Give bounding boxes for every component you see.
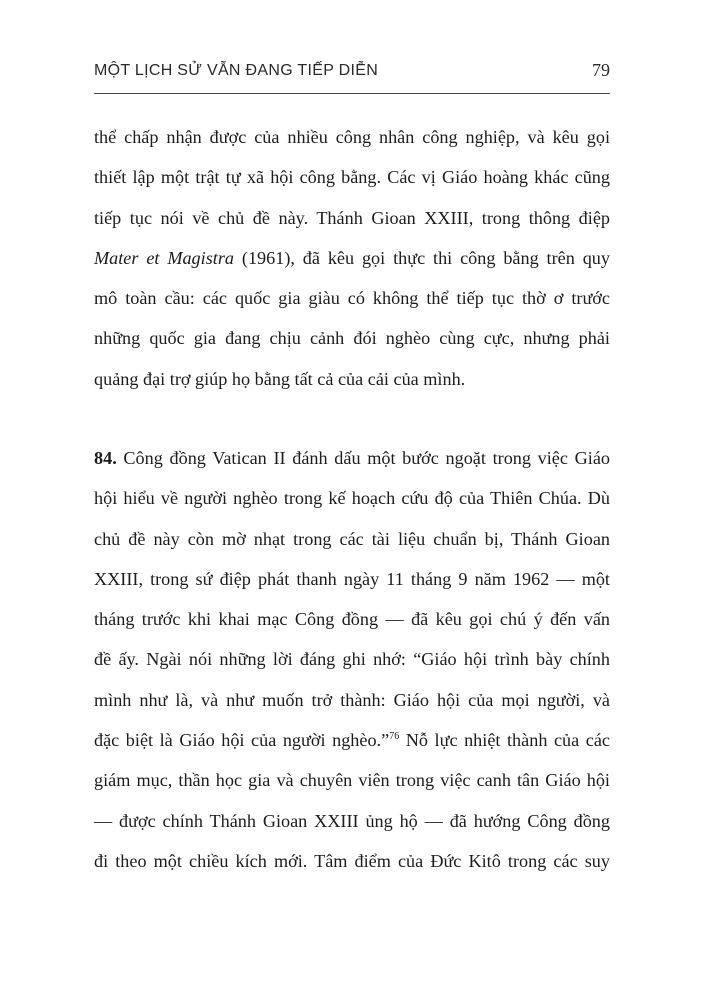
text-segment: đặc biệt là Giáo hội của người nghèo.” xyxy=(94,730,390,751)
text-line: giám mục, thần học gia và chuyên viên trong việc canh tân Giáo hội xyxy=(94,770,610,791)
paragraph-84 xyxy=(94,438,610,881)
text-line xyxy=(94,438,610,478)
text-line: thiết lập một trật tự xã hội công bằng. Các vị Giáo hoàng khác cũng xyxy=(94,167,610,188)
header-rule xyxy=(94,93,610,94)
text-line: đi theo một chiều kích mới. Tâm điểm của Đức Kitô trong các suy xyxy=(94,850,610,871)
text-line: tháng trước khi khai mạc Công đồng — đã kêu gọi chú ý đến vấn xyxy=(94,609,610,630)
paragraph-continued xyxy=(94,117,610,399)
text-line: XXIII, trong sứ điệp phát thanh ngày 11 tháng 9 năm 1962 — một xyxy=(94,568,610,589)
text-line: tiếp tục nói về chủ đề này. Thánh Gioan XXIII, trong thông điệp xyxy=(94,207,610,228)
running-title: MỘT LỊCH SỬ VẪN ĐANG TIẾP DIỄN xyxy=(94,62,379,79)
text-line: mô toàn cầu: các quốc gia giàu có không thể tiếp tục thờ ơ trước xyxy=(94,288,610,309)
footnote-reference[interactable]: 76 xyxy=(389,731,400,743)
encyclical-title: Mater et Magistra xyxy=(94,247,235,268)
text-line: chủ đề này còn mờ nhạt trong các tài liệu chuẩn bị, Thánh Gioan xyxy=(94,528,610,549)
text-line xyxy=(94,720,610,760)
text-line: mình như là, và như muốn trở thành: Giáo hội của mọi người, và xyxy=(94,689,610,710)
text-line: — được chính Thánh Gioan XXIII ủng hộ — đã hướng Công đồng xyxy=(94,810,610,831)
text-segment: (1961), đã kêu gọi thực thi công bằng trên quy xyxy=(234,247,610,268)
text-line: những quốc gia đang chịu cảnh đói nghèo cùng cực, nhưng phải xyxy=(94,328,610,349)
text-segment: Công đồng Vatican II đánh dấu một bước ngoặt trong việc Giáo xyxy=(116,448,610,468)
page-number: 79 xyxy=(592,60,610,80)
section-number: 84. xyxy=(94,448,117,468)
text-line: quảng đại trợ giúp họ bằng tất cả của cải của mình. xyxy=(94,368,466,389)
running-header xyxy=(94,56,610,96)
text-line: hội hiểu về người nghèo trong kế hoạch cứu độ của Thiên Chúa. Dù xyxy=(94,488,610,509)
text-line xyxy=(94,238,610,278)
text-segment: Nỗ lực nhiệt thành của các xyxy=(399,730,610,751)
text-line: thể chấp nhận được của nhiều công nhân công nghiệp, và kêu gọi xyxy=(94,127,610,147)
text-line: đề ấy. Ngài nói những lời đáng ghi nhớ: “Giáo hội trình bày chính xyxy=(94,649,610,670)
